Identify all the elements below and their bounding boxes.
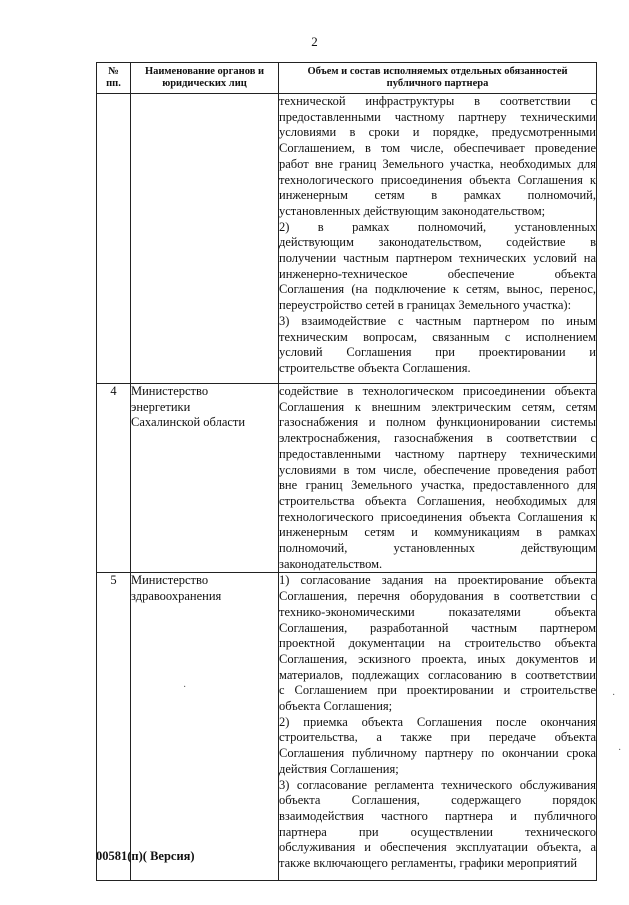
text-line: материалов, подлежащих согласованию в соответствии xyxy=(279,667,596,682)
table-header-row xyxy=(97,63,597,94)
row-obligations xyxy=(279,384,597,573)
text-line: Соглашения публичному партнеру по окончании срока xyxy=(279,746,596,761)
text-line: инженерным сетям в рамках полномочий, xyxy=(279,188,596,203)
header-line: № xyxy=(108,66,119,77)
text-line: содействие в технологическом присоединении объекта xyxy=(279,384,596,398)
text-line: объекта Соглашения, содержащего порядок xyxy=(279,793,596,808)
text-line: взаимодействия частного партнера и публичного xyxy=(279,808,596,823)
text-line: Соглашением, в том числе, обеспечивает проведение xyxy=(279,141,596,156)
text-line: условиями в том числе, обеспечение проведения работ xyxy=(279,462,596,477)
row-organization xyxy=(131,94,279,384)
text-line: технической инфраструктуры в соответствии с xyxy=(279,94,596,108)
scan-speck: · xyxy=(618,745,622,756)
row-number: 4 xyxy=(97,384,131,573)
text-line: получении частным партнером технических условий на xyxy=(279,251,596,266)
row-obligations xyxy=(279,573,597,881)
row-obligations xyxy=(279,94,597,384)
text-line: технологического присоединения объекта Соглашения к xyxy=(279,172,596,187)
text-line: предоставленными частному партнеру техническими xyxy=(279,446,596,461)
text-line: инженерно-техническое обеспечение объекта xyxy=(279,266,596,281)
text-line: 3) взаимодействие с частным партнером по иным xyxy=(279,313,596,328)
row-number xyxy=(97,94,131,384)
row-organization xyxy=(131,384,279,573)
header-organization xyxy=(131,63,279,94)
text-line: Соглашения (на подключение к сетям, вынос, перенос, xyxy=(279,282,596,297)
text-line: объекта Соглашения; xyxy=(279,699,393,714)
text-line: строительства объекта Соглашения, необходимых для xyxy=(279,493,596,508)
text-line: 2) приемка объекта Соглашения после окончания xyxy=(279,714,596,729)
text-line: 3) согласование регламента технического обслуживания xyxy=(279,777,596,792)
table-row xyxy=(97,94,597,384)
org-line: Сахалинской области xyxy=(131,415,246,430)
text-line: технико-экономическими показателями объекта xyxy=(279,604,596,619)
text-line: Соглашения, перечня оборудования в соответствии с xyxy=(279,589,596,604)
text-line: обслуживания и обеспечения эксплуатации объекта, а xyxy=(279,840,596,855)
scan-speck: · xyxy=(612,690,616,701)
text-line: действующим законодательством, содействие в xyxy=(279,235,596,250)
header-line: Объем и состав исполняемых отдельных обязанностей xyxy=(307,66,568,77)
header-obligations xyxy=(279,63,597,94)
text-line: вне границ Земельного участка, предоставленного для xyxy=(279,478,596,493)
document-code: 00581(п)( Версия) xyxy=(96,849,195,863)
scan-speck: · xyxy=(183,682,187,693)
text-line: условий Соглашения при проектировании и xyxy=(279,345,596,360)
text-line: Соглашения, эскизного проекта, иных документов и xyxy=(279,651,596,666)
text-line: электроснабжения, газоснабжения в соответствии с xyxy=(279,431,596,446)
text-line: 1) согласование задания на проектирование объекта xyxy=(279,573,596,588)
header-line: публичного партнера xyxy=(386,78,489,89)
text-line: строительстве объекта Соглашения. xyxy=(279,360,471,375)
page-number: 2 xyxy=(311,34,318,49)
obligations-table xyxy=(96,62,597,881)
text-line: условиями в сроки и порядке, предусмотренными xyxy=(279,125,596,140)
text-line: полномочий, установленных действующим xyxy=(279,541,596,556)
text-line: работ вне границ Земельного участка, необходимых для xyxy=(279,156,596,171)
text-line: партнера при осуществлении технического xyxy=(279,824,596,839)
text-line: также включающего регламенты, графики мероприятий xyxy=(279,856,578,871)
text-line: строительства, а также при передаче объекта xyxy=(279,730,596,745)
header-line: пп. xyxy=(106,78,121,89)
header-number xyxy=(97,63,131,94)
text-line: газоснабжения и полном функционировании системы xyxy=(279,415,596,430)
text-line: законодательством. xyxy=(279,556,383,571)
text-line: Соглашения, разработанной частным партнером xyxy=(279,620,596,635)
text-line: технологического присоединения объекта Соглашения к xyxy=(279,509,596,524)
text-line: переустройство сетей в границах Земельного участка): xyxy=(279,298,572,313)
org-line: здравоохранения xyxy=(131,589,222,604)
text-line: действия Соглашения; xyxy=(279,761,399,776)
text-line: техническим вопросам, связанным с исполнением xyxy=(279,329,596,344)
text-line: с Соглашением при проектировании и строительстве xyxy=(279,683,596,698)
text-line: установленных действующим законодательством; xyxy=(279,203,546,218)
org-line: Министерство xyxy=(131,573,209,588)
table-row xyxy=(97,573,597,881)
text-line: предоставленными частному партнеру техническими xyxy=(279,109,596,124)
table-row xyxy=(97,384,597,573)
text-line: инженерным сетям и коммуникациям в рамках xyxy=(279,525,596,540)
row-organization xyxy=(131,573,279,881)
text-line: Соглашения к внешним электрическим сетям, сетям xyxy=(279,399,596,414)
text-line: 2) в рамках полномочий, установленных xyxy=(279,219,596,234)
header-line: Наименование органов и xyxy=(144,66,265,77)
org-line: энергетики xyxy=(131,399,191,414)
text-line: проектной документации на строительство объекта xyxy=(279,636,596,651)
row-number: 5 xyxy=(97,573,131,881)
header-line: юридических лиц xyxy=(162,78,247,89)
org-line: Министерство xyxy=(131,384,209,398)
